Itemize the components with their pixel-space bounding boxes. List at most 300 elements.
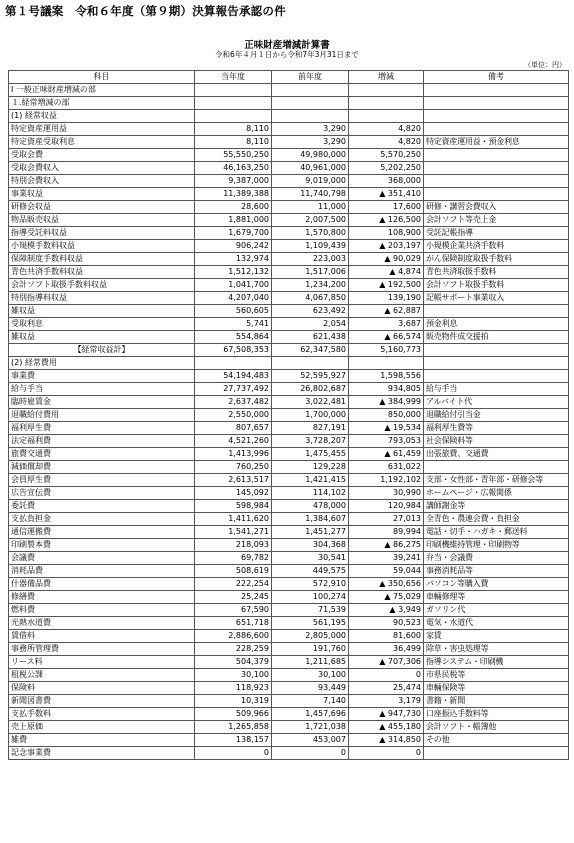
table-row — [9, 344, 569, 357]
previous-year-cell: 623,492 — [272, 305, 349, 318]
previous-year-cell: 572,910 — [272, 578, 349, 591]
change-cell: ▲ 86,275 — [349, 539, 424, 552]
change-cell — [349, 84, 424, 97]
remarks-cell — [424, 123, 569, 136]
remarks-cell — [424, 370, 569, 383]
previous-year-cell: 449,575 — [272, 565, 349, 578]
previous-year-cell — [272, 84, 349, 97]
account-cell: 受取会費 — [9, 149, 195, 162]
change-cell: ▲ 350,656 — [349, 578, 424, 591]
table-row — [9, 461, 569, 474]
table-row — [9, 214, 569, 227]
change-cell — [349, 110, 424, 123]
account-cell: 売上原価 — [9, 721, 195, 734]
change-cell: 27,013 — [349, 513, 424, 526]
remarks-cell — [424, 357, 569, 370]
previous-year-cell: 1,457,696 — [272, 708, 349, 721]
previous-year-cell: 62,347,580 — [272, 344, 349, 357]
table-row — [9, 136, 569, 149]
remarks-cell — [424, 162, 569, 175]
remarks-cell — [424, 188, 569, 201]
remarks-cell: 指導システム・印刷機 — [424, 656, 569, 669]
current-year-cell: 1,413,996 — [195, 448, 272, 461]
current-year-cell: 807,657 — [195, 422, 272, 435]
account-cell: 事務所管理費 — [9, 643, 195, 656]
current-year-cell: 2,550,000 — [195, 409, 272, 422]
current-year-cell: 504,379 — [195, 656, 272, 669]
current-year-cell: 138,157 — [195, 734, 272, 747]
current-year-cell: 2,886,600 — [195, 630, 272, 643]
account-cell: 保障制度手数料収益 — [9, 253, 195, 266]
table-row — [9, 513, 569, 526]
change-cell: 631,022 — [349, 461, 424, 474]
document-title: 第１号議案 令和６年度（第９期）決算報告承認の件 — [5, 4, 286, 18]
table-row — [9, 162, 569, 175]
change-cell: 368,000 — [349, 175, 424, 188]
previous-year-cell: 191,760 — [272, 643, 349, 656]
table-row — [9, 604, 569, 617]
previous-year-cell: 3,290 — [272, 123, 349, 136]
current-year-cell: 69,782 — [195, 552, 272, 565]
financial-statement-table — [8, 70, 569, 760]
account-cell: １.経常増減の部 — [9, 97, 195, 110]
remarks-cell: パソコン等購入費 — [424, 578, 569, 591]
previous-year-cell: 93,449 — [272, 682, 349, 695]
previous-year-cell: 1,234,200 — [272, 279, 349, 292]
statement-title: 正味財産増減計算書 — [244, 40, 330, 51]
change-cell: 793,053 — [349, 435, 424, 448]
previous-year-cell: 1,384,607 — [272, 513, 349, 526]
table-row — [9, 266, 569, 279]
account-cell: 印刷製本費 — [9, 539, 195, 552]
account-cell: 新聞図書費 — [9, 695, 195, 708]
change-cell: ▲ 3,949 — [349, 604, 424, 617]
change-cell: 4,820 — [349, 123, 424, 136]
change-cell: 3,179 — [349, 695, 424, 708]
current-year-cell — [195, 110, 272, 123]
statement-period: 令和6年４月１日から令和7年3月31日まで — [215, 50, 359, 59]
change-cell: 5,202,250 — [349, 162, 424, 175]
current-year-cell: 67,508,353 — [195, 344, 272, 357]
current-year-cell: 11,389,388 — [195, 188, 272, 201]
change-cell: ▲ 90,029 — [349, 253, 424, 266]
account-cell: 【経常収益計】 — [9, 344, 195, 357]
change-cell: 1,192,102 — [349, 474, 424, 487]
previous-year-cell: 3,290 — [272, 136, 349, 149]
account-cell: 広告宣伝費 — [9, 487, 195, 500]
column-header-change: 増減 — [349, 71, 424, 84]
previous-year-cell: 9,019,000 — [272, 175, 349, 188]
account-cell: 什器備品費 — [9, 578, 195, 591]
previous-year-cell: 40,961,000 — [272, 162, 349, 175]
table-row — [9, 370, 569, 383]
change-cell: 39,241 — [349, 552, 424, 565]
previous-year-cell: 1,451,277 — [272, 526, 349, 539]
change-cell: 850,000 — [349, 409, 424, 422]
current-year-cell: 1,041,700 — [195, 279, 272, 292]
account-cell: 旅費交通費 — [9, 448, 195, 461]
previous-year-cell — [272, 357, 349, 370]
current-year-cell: 28,600 — [195, 201, 272, 214]
remarks-cell: 電話・切手・ハガキ・郵送料 — [424, 526, 569, 539]
change-cell: 139,190 — [349, 292, 424, 305]
table-row — [9, 279, 569, 292]
account-cell: 退職給付費用 — [9, 409, 195, 422]
remarks-cell: 会計ソフト・帳簿他 — [424, 721, 569, 734]
current-year-cell: 4,207,040 — [195, 292, 272, 305]
current-year-cell: 509,966 — [195, 708, 272, 721]
change-cell: 5,570,250 — [349, 149, 424, 162]
remarks-cell: 記帳サポート事業収入 — [424, 292, 569, 305]
table-row — [9, 292, 569, 305]
account-cell: (2) 経常費用 — [9, 357, 195, 370]
table-row — [9, 201, 569, 214]
current-year-cell — [195, 97, 272, 110]
remarks-cell: 車輛修理等 — [424, 591, 569, 604]
current-year-cell: 46,163,250 — [195, 162, 272, 175]
account-cell: 燃料費 — [9, 604, 195, 617]
change-cell: ▲ 62,887 — [349, 305, 424, 318]
table-row — [9, 97, 569, 110]
change-cell: ▲ 126,500 — [349, 214, 424, 227]
remarks-cell — [424, 84, 569, 97]
remarks-cell: その他 — [424, 734, 569, 747]
change-cell: ▲ 19,534 — [349, 422, 424, 435]
previous-year-cell: 561,195 — [272, 617, 349, 630]
account-cell: 会議費 — [9, 552, 195, 565]
table-row — [9, 526, 569, 539]
account-cell: 受取会費収入 — [9, 162, 195, 175]
change-cell: 120,984 — [349, 500, 424, 513]
table-row — [9, 305, 569, 318]
table-row — [9, 656, 569, 669]
table-row — [9, 396, 569, 409]
current-year-cell: 30,100 — [195, 669, 272, 682]
table-row — [9, 357, 569, 370]
remarks-cell: 退職給付引当金 — [424, 409, 569, 422]
table-row — [9, 708, 569, 721]
change-cell: 17,600 — [349, 201, 424, 214]
change-cell: ▲ 707,306 — [349, 656, 424, 669]
remarks-cell: 青色共済取扱手数料 — [424, 266, 569, 279]
change-cell: ▲ 61,459 — [349, 448, 424, 461]
current-year-cell: 2,613,517 — [195, 474, 272, 487]
previous-year-cell: 7,140 — [272, 695, 349, 708]
remarks-cell — [424, 110, 569, 123]
table-row — [9, 383, 569, 396]
previous-year-cell: 304,368 — [272, 539, 349, 552]
column-header-account: 科目 — [9, 71, 195, 84]
change-cell: ▲ 192,500 — [349, 279, 424, 292]
table-row — [9, 409, 569, 422]
current-year-cell: 1,265,858 — [195, 721, 272, 734]
account-cell: Ⅰ 一般正味財産増減の部 — [9, 84, 195, 97]
previous-year-cell: 52,595,927 — [272, 370, 349, 383]
previous-year-cell: 26,802,687 — [272, 383, 349, 396]
current-year-cell: 8,110 — [195, 123, 272, 136]
table-row — [9, 253, 569, 266]
remarks-cell — [424, 97, 569, 110]
change-cell: 30,990 — [349, 487, 424, 500]
change-cell: 36,499 — [349, 643, 424, 656]
remarks-cell: アルバイト代 — [424, 396, 569, 409]
change-cell: 25,474 — [349, 682, 424, 695]
account-cell: 事業収益 — [9, 188, 195, 201]
account-cell: 賃借料 — [9, 630, 195, 643]
previous-year-cell: 1,109,439 — [272, 240, 349, 253]
account-cell: 支払負担金 — [9, 513, 195, 526]
account-cell: 委託費 — [9, 500, 195, 513]
remarks-cell: 除草・害虫処理等 — [424, 643, 569, 656]
remarks-cell — [424, 175, 569, 188]
change-cell: ▲ 455,180 — [349, 721, 424, 734]
account-cell: 租税公課 — [9, 669, 195, 682]
change-cell: ▲ 384,999 — [349, 396, 424, 409]
account-cell: 法定福利費 — [9, 435, 195, 448]
previous-year-cell: 49,980,000 — [272, 149, 349, 162]
remarks-cell: 小規模企業共済手数料 — [424, 240, 569, 253]
change-cell: ▲ 203,197 — [349, 240, 424, 253]
previous-year-cell: 1,721,038 — [272, 721, 349, 734]
previous-year-cell: 2,007,500 — [272, 214, 349, 227]
remarks-cell: 家賃 — [424, 630, 569, 643]
remarks-cell: 弁当・会議費 — [424, 552, 569, 565]
account-cell: 特別指導料収益 — [9, 292, 195, 305]
current-year-cell: 118,923 — [195, 682, 272, 695]
current-year-cell: 10,319 — [195, 695, 272, 708]
change-cell: 59,044 — [349, 565, 424, 578]
account-cell: 特定資産運用益 — [9, 123, 195, 136]
current-year-cell: 1,512,132 — [195, 266, 272, 279]
account-cell: リース料 — [9, 656, 195, 669]
change-cell: 108,900 — [349, 227, 424, 240]
table-row — [9, 435, 569, 448]
remarks-cell — [424, 149, 569, 162]
change-cell: ▲ 66,574 — [349, 331, 424, 344]
remarks-cell: 社会保険料等 — [424, 435, 569, 448]
previous-year-cell: 0 — [272, 747, 349, 760]
current-year-cell: 1,541,271 — [195, 526, 272, 539]
column-header-previous-year: 前年度 — [272, 71, 349, 84]
current-year-cell: 27,737,492 — [195, 383, 272, 396]
current-year-cell: 4,521,260 — [195, 435, 272, 448]
account-cell: 物品販売収益 — [9, 214, 195, 227]
account-cell: 雑収益 — [9, 305, 195, 318]
table-row — [9, 149, 569, 162]
table-row — [9, 175, 569, 188]
previous-year-cell: 1,211,685 — [272, 656, 349, 669]
change-cell: ▲ 351,410 — [349, 188, 424, 201]
current-year-cell — [195, 357, 272, 370]
current-year-cell: 67,590 — [195, 604, 272, 617]
change-cell: 90,523 — [349, 617, 424, 630]
table-row — [9, 188, 569, 201]
current-year-cell: 54,194,483 — [195, 370, 272, 383]
current-year-cell: 132,974 — [195, 253, 272, 266]
current-year-cell: 1,411,620 — [195, 513, 272, 526]
remarks-cell: 販売物件成交援拍 — [424, 331, 569, 344]
current-year-cell: 906,242 — [195, 240, 272, 253]
remarks-cell — [424, 461, 569, 474]
change-cell — [349, 97, 424, 110]
remarks-cell: 会計ソフト取扱手数料 — [424, 279, 569, 292]
remarks-cell: 特定資産運用益・預金利息 — [424, 136, 569, 149]
account-cell: 記念事業費 — [9, 747, 195, 760]
change-cell: 3,687 — [349, 318, 424, 331]
change-cell: 81,600 — [349, 630, 424, 643]
previous-year-cell: 114,102 — [272, 487, 349, 500]
current-year-cell: 5,741 — [195, 318, 272, 331]
previous-year-cell: 478,000 — [272, 500, 349, 513]
change-cell: 1,598,556 — [349, 370, 424, 383]
table-row — [9, 487, 569, 500]
remarks-cell: 研修・講習会費収入 — [424, 201, 569, 214]
table-row — [9, 474, 569, 487]
previous-year-cell: 827,191 — [272, 422, 349, 435]
previous-year-cell: 3,022,481 — [272, 396, 349, 409]
current-year-cell: 1,881,000 — [195, 214, 272, 227]
previous-year-cell: 2,054 — [272, 318, 349, 331]
previous-year-cell: 621,438 — [272, 331, 349, 344]
remarks-cell: 預金利息 — [424, 318, 569, 331]
current-year-cell: 554,864 — [195, 331, 272, 344]
table-body — [9, 84, 569, 760]
current-year-cell: 598,984 — [195, 500, 272, 513]
table-row — [9, 552, 569, 565]
account-cell: 指導受託料収益 — [9, 227, 195, 240]
account-cell: 通信運搬費 — [9, 526, 195, 539]
table-row — [9, 539, 569, 552]
previous-year-cell — [272, 97, 349, 110]
remarks-cell: 出張旅費、交通費 — [424, 448, 569, 461]
remarks-cell: 事務消耗品等 — [424, 565, 569, 578]
previous-year-cell: 1,700,000 — [272, 409, 349, 422]
remarks-cell: 書籍・新聞 — [424, 695, 569, 708]
table-row — [9, 331, 569, 344]
account-cell: (1) 経常収益 — [9, 110, 195, 123]
account-cell: 光熱水道費 — [9, 617, 195, 630]
remarks-cell: 電気・水道代 — [424, 617, 569, 630]
current-year-cell: 218,093 — [195, 539, 272, 552]
remarks-cell: ガソリン代 — [424, 604, 569, 617]
account-cell: 修繕費 — [9, 591, 195, 604]
previous-year-cell: 2,805,000 — [272, 630, 349, 643]
previous-year-cell: 1,475,455 — [272, 448, 349, 461]
table-row — [9, 747, 569, 760]
account-cell: 受取利息 — [9, 318, 195, 331]
remarks-cell: ホームページ・広報関係 — [424, 487, 569, 500]
change-cell: ▲ 75,029 — [349, 591, 424, 604]
account-cell: 会計ソフト取扱手数料収益 — [9, 279, 195, 292]
previous-year-cell: 100,274 — [272, 591, 349, 604]
account-cell: 福利厚生費 — [9, 422, 195, 435]
account-cell: 雑収益 — [9, 331, 195, 344]
remarks-cell — [424, 344, 569, 357]
remarks-cell — [424, 305, 569, 318]
change-cell: ▲ 4,874 — [349, 266, 424, 279]
account-cell: 臨時雇賃金 — [9, 396, 195, 409]
change-cell: 0 — [349, 747, 424, 760]
table-row — [9, 565, 569, 578]
account-cell: 給与手当 — [9, 383, 195, 396]
table-row — [9, 227, 569, 240]
table-row — [9, 123, 569, 136]
change-cell: 5,160,773 — [349, 344, 424, 357]
table-row — [9, 643, 569, 656]
previous-year-cell: 453,007 — [272, 734, 349, 747]
previous-year-cell: 223,003 — [272, 253, 349, 266]
previous-year-cell: 129,228 — [272, 461, 349, 474]
previous-year-cell: 11,740,798 — [272, 188, 349, 201]
previous-year-cell: 11,000 — [272, 201, 349, 214]
table-row — [9, 448, 569, 461]
remarks-cell: がん保険制度取扱手数料 — [424, 253, 569, 266]
current-year-cell: 55,550,250 — [195, 149, 272, 162]
table-row — [9, 591, 569, 604]
change-cell: 89,994 — [349, 526, 424, 539]
current-year-cell: 8,110 — [195, 136, 272, 149]
account-cell: 小規模手数料収益 — [9, 240, 195, 253]
remarks-cell: 福利厚生費等 — [424, 422, 569, 435]
previous-year-cell: 1,570,800 — [272, 227, 349, 240]
current-year-cell: 25,245 — [195, 591, 272, 604]
remarks-cell: 全青色・農連会費・負担金 — [424, 513, 569, 526]
current-year-cell: 2,637,482 — [195, 396, 272, 409]
previous-year-cell: 30,541 — [272, 552, 349, 565]
table-row — [9, 630, 569, 643]
remarks-cell: 口座振込手数料等 — [424, 708, 569, 721]
change-cell: 0 — [349, 669, 424, 682]
current-year-cell: 9,387,000 — [195, 175, 272, 188]
current-year-cell: 1,679,700 — [195, 227, 272, 240]
account-cell: 保険料 — [9, 682, 195, 695]
current-year-cell: 145,092 — [195, 487, 272, 500]
current-year-cell: 760,250 — [195, 461, 272, 474]
remarks-cell: 会計ソフト等売上金 — [424, 214, 569, 227]
change-cell: ▲ 314,850 — [349, 734, 424, 747]
account-cell: 会員厚生費 — [9, 474, 195, 487]
account-cell: 支払手数料 — [9, 708, 195, 721]
change-cell: 4,820 — [349, 136, 424, 149]
remarks-cell: 印刷機維持管理・印刷物等 — [424, 539, 569, 552]
table-row — [9, 721, 569, 734]
account-cell: 事業費 — [9, 370, 195, 383]
current-year-cell — [195, 84, 272, 97]
previous-year-cell: 30,100 — [272, 669, 349, 682]
table-row — [9, 422, 569, 435]
table-row — [9, 695, 569, 708]
table-row — [9, 84, 569, 97]
previous-year-cell: 1,421,415 — [272, 474, 349, 487]
table-row — [9, 734, 569, 747]
column-header-current-year: 当年度 — [195, 71, 272, 84]
table-row — [9, 669, 569, 682]
current-year-cell: 0 — [195, 747, 272, 760]
account-cell: 研修会収益 — [9, 201, 195, 214]
account-cell: 特別会費収入 — [9, 175, 195, 188]
account-cell: 消耗品費 — [9, 565, 195, 578]
remarks-cell: 受託記帳指導 — [424, 227, 569, 240]
table-row — [9, 240, 569, 253]
account-cell: 青色共済手数料収益 — [9, 266, 195, 279]
column-header-remarks: 備考 — [424, 71, 569, 84]
remarks-cell: 給与手当 — [424, 383, 569, 396]
remarks-cell: 車輛保険等 — [424, 682, 569, 695]
table-row — [9, 578, 569, 591]
current-year-cell: 560,605 — [195, 305, 272, 318]
previous-year-cell: 1,517,006 — [272, 266, 349, 279]
change-cell: ▲ 947,730 — [349, 708, 424, 721]
